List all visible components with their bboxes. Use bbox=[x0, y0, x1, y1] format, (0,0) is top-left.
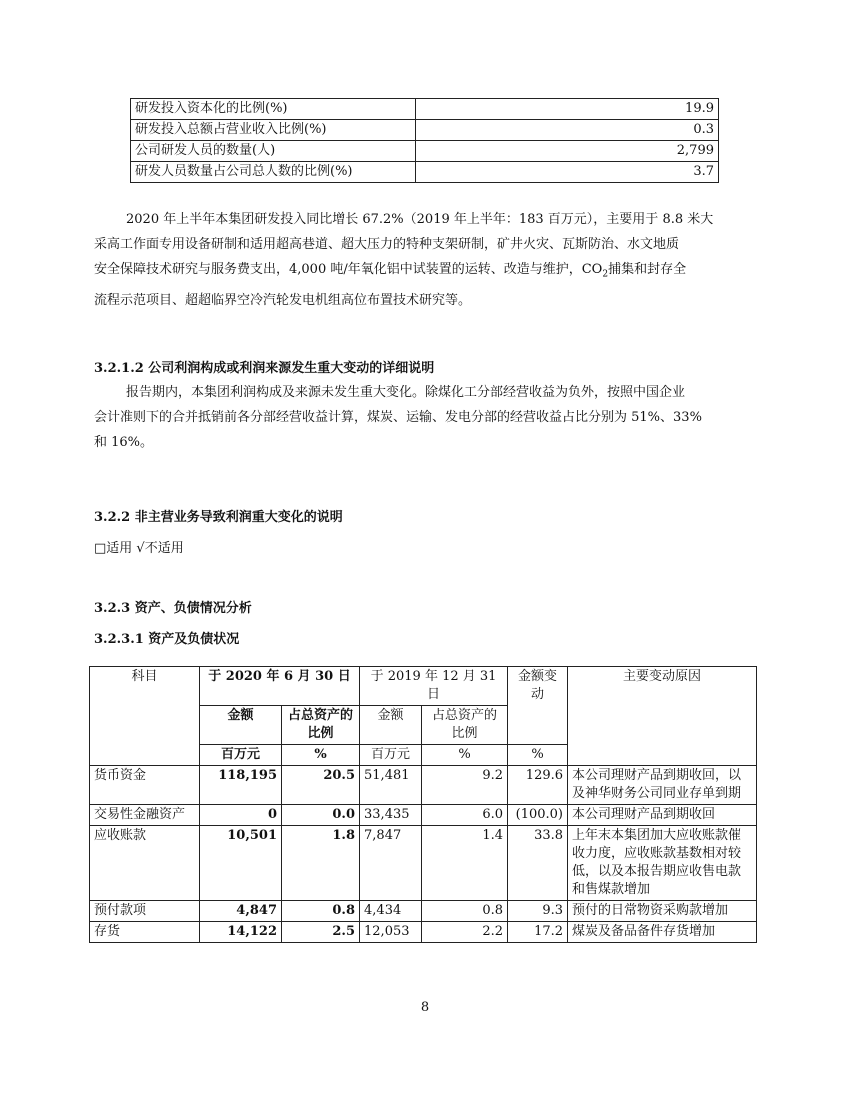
header-change: 金额变动 bbox=[508, 667, 568, 745]
subscript: 2 bbox=[602, 269, 609, 280]
cell-amount-2019: 51,481 bbox=[360, 766, 422, 805]
table-row bbox=[90, 766, 757, 805]
cell-subject: 预付款项 bbox=[90, 901, 200, 922]
cell-amount-2019: 12,053 bbox=[360, 922, 422, 943]
header-reason: 主要变动原因 bbox=[568, 667, 757, 766]
header-pct-2019: 占总资产的比例 bbox=[422, 706, 508, 745]
cell-amount-2019: 33,435 bbox=[360, 805, 422, 826]
cell-pct-2020: 0.0 bbox=[282, 805, 360, 826]
cell-pct-2019: 0.8 bbox=[422, 901, 508, 922]
rd-label: 研发投入资本化的比例(%) bbox=[131, 99, 416, 120]
cell-change: 129.6 bbox=[508, 766, 568, 805]
cell-pct-2019: 9.2 bbox=[422, 766, 508, 805]
table-row bbox=[90, 805, 757, 826]
table-row bbox=[131, 120, 719, 141]
table-row bbox=[131, 162, 719, 183]
header-2020: 于 2020 年 6 月 30 日 bbox=[200, 667, 360, 706]
cell-pct-2020: 1.8 bbox=[282, 826, 360, 901]
cell-pct-2019: 1.4 bbox=[422, 826, 508, 901]
cell-reason: 上年末本集团加大应收账款催收力度，应收账款基数相对较低，以及本报告期应收售电款和售煤款增加 bbox=[568, 826, 757, 901]
cell-change: 9.3 bbox=[508, 901, 568, 922]
unit-amount-2019: 百万元 bbox=[360, 745, 422, 766]
cell-amount-2019: 4,434 bbox=[360, 901, 422, 922]
cell-amount-2019: 7,847 bbox=[360, 826, 422, 901]
cell-pct-2019: 6.0 bbox=[422, 805, 508, 826]
cell-subject: 应收账款 bbox=[90, 826, 200, 901]
unit-change: % bbox=[508, 745, 568, 766]
paragraph-line: 报告期内，本集团利润构成及来源未发生重大变化。除煤化工分部经营收益为负外，按照中国企业 bbox=[126, 385, 686, 400]
cell-subject: 存货 bbox=[90, 922, 200, 943]
cell-amount-2020: 10,501 bbox=[200, 826, 282, 901]
cell-reason: 本公司理财产品到期收回，以及神华财务公司同业存单到期 bbox=[568, 766, 757, 805]
cell-pct-2020: 0.8 bbox=[282, 901, 360, 922]
cell-amount-2020: 118,195 bbox=[200, 766, 282, 805]
paragraph-line: 会计准则下的合并抵销前各分部经营收益计算，煤炭、运输、发电分部的经营收益占比分别为 51%、33% bbox=[94, 410, 702, 425]
paragraph-line: 流程示范项目、超超临界空冷汽轮发电机组高位布置技术研究等。 bbox=[94, 292, 472, 308]
rd-value: 2,799 bbox=[416, 141, 719, 162]
cell-pct-2020: 20.5 bbox=[282, 766, 360, 805]
rd-table bbox=[130, 98, 719, 183]
section-heading-3212: 3.2.1.2 公司利润构成或利润来源发生重大变动的详细说明 bbox=[94, 361, 435, 376]
cell-pct-2020: 2.5 bbox=[282, 922, 360, 943]
cell-amount-2020: 0 bbox=[200, 805, 282, 826]
rd-label: 公司研发人员的数量(人) bbox=[131, 141, 416, 162]
text-fragment: 安全保障技术研究与服务费支出，4,000 吨/年氧化铝中试装置的运转、改造与维护，CO bbox=[94, 262, 603, 277]
rd-label: 研发人员数量占公司总人数的比例(%) bbox=[131, 162, 416, 183]
header-amount-2020: 金额 bbox=[200, 706, 282, 745]
section-heading-322: 3.2.2 非主营业务导致利润重大变化的说明 bbox=[94, 510, 343, 525]
header-pct-2020: 占总资产的比例 bbox=[282, 706, 360, 745]
header-2019: 于 2019 年 12 月 31 日 bbox=[360, 667, 508, 706]
cell-change: 33.8 bbox=[508, 826, 568, 901]
header-amount-2019: 金额 bbox=[360, 706, 422, 745]
paragraph-line: 采高工作面专用设备研制和适用超高巷道、超大压力的特种支架研制，矿井火灾、瓦斯防治、水文地质 bbox=[94, 237, 680, 252]
paragraph-line: 2020 年上半年本集团研发投入同比增长 67.2%（2019 年上半年：183 百万元），主要用于 8.8 米大 bbox=[126, 212, 714, 227]
table-row bbox=[90, 922, 757, 943]
section-heading-323: 3.2.3 资产、负债情况分析 bbox=[94, 601, 252, 616]
table-row bbox=[131, 99, 719, 120]
cell-reason: 煤炭及备品备件存货增加 bbox=[568, 922, 757, 943]
table-row bbox=[90, 826, 757, 901]
rd-value: 3.7 bbox=[416, 162, 719, 183]
cell-reason: 预付的日常物资采购款增加 bbox=[568, 901, 757, 922]
rd-value: 0.3 bbox=[416, 120, 719, 141]
applicability-checkbox: □适用 √不适用 bbox=[94, 541, 184, 556]
paragraph-line: 和 16%。 bbox=[94, 435, 154, 450]
asset-table bbox=[89, 666, 757, 943]
cell-subject: 货币资金 bbox=[90, 766, 200, 805]
cell-pct-2019: 2.2 bbox=[422, 922, 508, 943]
text-fragment: 捕集和封存全 bbox=[608, 262, 687, 277]
unit-pct-2020: % bbox=[282, 745, 360, 766]
section-heading-3231: 3.2.3.1 资产及负债状况 bbox=[94, 632, 240, 647]
cell-subject: 交易性金融资产 bbox=[90, 805, 200, 826]
unit-amount-2020: 百万元 bbox=[200, 745, 282, 766]
profit-paragraph bbox=[94, 380, 764, 455]
unit-pct-2019: % bbox=[422, 745, 508, 766]
table-header-row bbox=[90, 667, 757, 706]
cell-amount-2020: 14,122 bbox=[200, 922, 282, 943]
paragraph-line bbox=[94, 257, 764, 288]
cell-change: (100.0) bbox=[508, 805, 568, 826]
rd-paragraph bbox=[94, 207, 764, 313]
table-row bbox=[90, 901, 757, 922]
page-number: 8 bbox=[420, 1000, 430, 1015]
rd-value: 19.9 bbox=[416, 99, 719, 120]
cell-reason: 本公司理财产品到期收回 bbox=[568, 805, 757, 826]
table-row bbox=[131, 141, 719, 162]
cell-amount-2020: 4,847 bbox=[200, 901, 282, 922]
cell-change: 17.2 bbox=[508, 922, 568, 943]
rd-label: 研发投入总额占营业收入比例(%) bbox=[131, 120, 416, 141]
header-subject: 科目 bbox=[90, 667, 200, 766]
